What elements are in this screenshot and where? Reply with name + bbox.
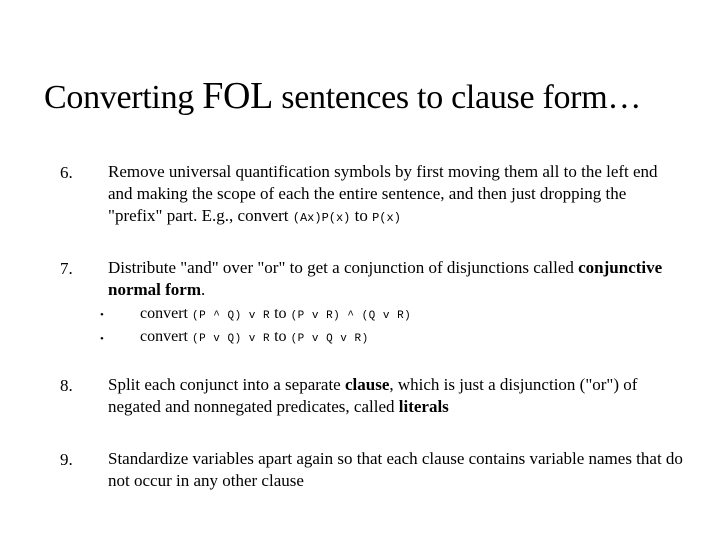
bullet-code-1: (P v Q) v R: [191, 333, 271, 345]
bullet-item: [140, 305, 411, 323]
item-8-bold-clause: clause: [344, 375, 390, 394]
item-9-number: 9.: [60, 450, 73, 469]
item-6-text: [108, 161, 683, 229]
item-9-text-a: Standardize variables apart again so that each clause contains variable names that do not occur in any other clause: [108, 449, 683, 490]
item-6-code-1: (Ax)P(x): [292, 211, 351, 225]
title-text-pre: Converting: [44, 79, 203, 116]
bullet-marker: •: [100, 333, 104, 345]
item-9-text: [108, 448, 683, 492]
bullet-code-1: (P ^ Q) v R: [191, 310, 271, 322]
bullet-mid: to: [270, 328, 291, 345]
item-6-code-2: P(x): [372, 211, 401, 225]
title-text-fol: FOL: [202, 75, 274, 117]
bullet-label: convert: [140, 328, 192, 345]
item-7-bold: conjunctive normal form: [108, 258, 663, 299]
item-7-number: 7.: [60, 259, 73, 278]
item-8-text-b: , which is just a disjunction ("or") of negated and nonnegated predicates, called: [108, 375, 638, 416]
item-8-text-a: Split each conjunct into a separate: [108, 375, 345, 394]
item-6-number: 6.: [60, 163, 73, 182]
bullet-code-2: (P v Q v R): [290, 333, 369, 345]
item-7-text-a: Distribute "and" over "or" to get a conjunction of disjunctions called: [108, 258, 579, 277]
bullet-mid: to: [270, 305, 291, 322]
bullet-item: [140, 328, 369, 346]
item-8-number: 8.: [60, 376, 73, 395]
item-7-text: [108, 257, 683, 301]
item-8-text: [108, 374, 683, 418]
title-text-post: sentences to clause form…: [273, 79, 642, 116]
item-7-text-b: .: [201, 280, 206, 299]
bullet-marker: •: [100, 309, 104, 321]
bullet-label: convert: [140, 305, 192, 322]
item-6-text-a: Remove universal quantification symbols by first moving them all to the left end and making the scope of each the entire sentence, and then just dropping the "prefix" part. E.g., convert: [108, 162, 658, 225]
slide-title: [44, 74, 641, 118]
item-6-text-b: to: [350, 206, 373, 225]
item-8-bold-literals: literals: [398, 397, 449, 416]
bullet-code-2: (P v R) ^ (Q v R): [290, 310, 412, 322]
